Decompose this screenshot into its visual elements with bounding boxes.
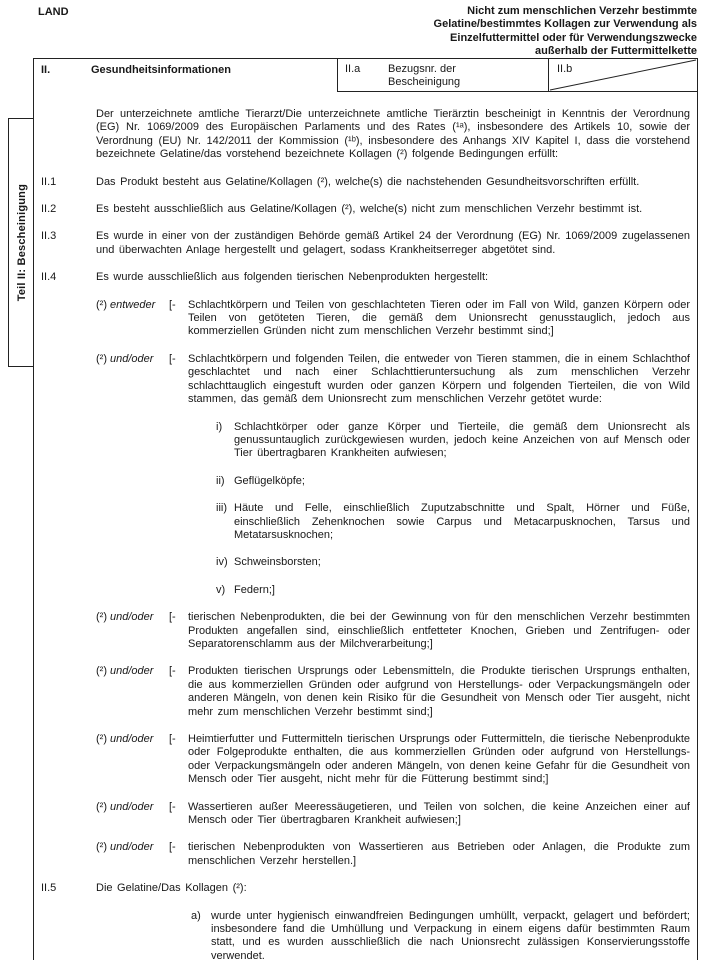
footnote-marker: (²) (96, 665, 107, 678)
subitem-ii (188, 475, 690, 488)
clause-keyword: und/oder (110, 800, 154, 813)
subitem-text: Geflügelköpfe; (234, 474, 305, 487)
subitem-text: Schweinsborsten; (234, 556, 321, 569)
intro-text: Der unterzeichnete amtliche Tierarzt/Die unterzeichnete amtliche Tierärztin bescheinigt in Kenntnis der Verordnung (EG) Nr. 1069/2009 des Europäischen Parlaments und des Rates (¹ᵃ), insbesondere des Artikels 10, sowie der Verordnung (EU) Nr. 142/2011 der Kommission (¹ᵇ), insbesondere des Anhangs XIV Kapitel I, dass die vorstehend bezeichnete Gelatine/das vorstehend bezeichnete Kollagen (²) folgende Bedingungen erfüllt: (96, 108, 690, 161)
subitem-text: Federn;] (234, 583, 275, 596)
item-number: II.5 (41, 882, 57, 895)
part-ii-label-text: Teil II: Bescheinigung (15, 183, 28, 302)
bracket-open: [- (169, 800, 176, 813)
bracket-open: [- (169, 733, 176, 745)
clause-undoder-2 (96, 611, 690, 651)
item-text: Das Produkt besteht aus Gelatine/Kollagen (²), welche(s) die nachstehenden Gesundheitsvorschriften erfüllt. (96, 175, 640, 188)
certificate-body (34, 92, 697, 960)
item-number: II.1 (41, 175, 57, 188)
clause-entweder (96, 299, 690, 339)
subitem-text: Häute und Felle, einschließlich Zuputzabschnitte und Spalt, Hörner und Füße, einschließlich Zehenknochen sowie Carpus und Metacarpusknochen, Tarsus und Metatarsusknochen; (234, 502, 690, 541)
subitem-i (188, 421, 690, 461)
info-header-row (34, 59, 697, 92)
clause-undoder-3 (96, 665, 690, 719)
ref-number: II.a (345, 63, 361, 75)
subitem-number: v) (216, 583, 226, 596)
footnote-marker: (²) (96, 800, 107, 813)
footnote-marker: (²) (96, 611, 107, 624)
clause-keyword: und/oder (110, 611, 154, 624)
document-title-line: außerhalb der Futtermittelkette (535, 45, 697, 58)
clause-keyword: und/oder (110, 841, 154, 854)
clause-keyword: und/oder (110, 665, 154, 678)
clause-label (96, 665, 169, 719)
document-title-line: Einzelfuttermittel oder für Verwendungszwecke (450, 31, 697, 44)
clause-keyword: und/oder (110, 352, 154, 365)
subitem-number: ii) (216, 474, 225, 487)
subclause-a (191, 910, 690, 960)
item-number: II.3 (41, 230, 57, 243)
item-text: Es wurde in einer von der zuständigen Behörde gemäß Artikel 24 der Verordnung (EG) Nr. 1069/2009 zugelassenen und überwachten Anlage hergestellt und gelagert, sodass Krankheitserreger abgetötet sind. (96, 230, 690, 256)
subitem-v (188, 584, 690, 597)
document-title-line: Gelatine/bestimmtes Kollagen zur Verwendung als (433, 18, 697, 31)
clause-undoder-4 (96, 733, 690, 787)
item-text: Es besteht ausschließlich aus Gelatine/Kollagen (²), welche(s) nicht zum menschlichen Verzehr bestimmt ist. (96, 203, 643, 216)
certificate-table (33, 58, 698, 960)
health-information-cell (34, 59, 337, 92)
clause-keyword: entweder (110, 298, 156, 311)
item-ii1 (41, 176, 690, 189)
diagonal-strike-line (549, 59, 697, 91)
clause-label (96, 611, 169, 651)
subclause-letter: a) (191, 909, 201, 922)
item-ii2 (41, 203, 690, 216)
clause-undoder-6 (96, 841, 690, 868)
footnote-marker: (²) (96, 841, 107, 854)
intro-paragraph (41, 108, 690, 162)
subitem-number: iii) (216, 502, 227, 515)
clause-undoder-5 (96, 801, 690, 828)
footnote-marker: (²) (96, 352, 107, 365)
item-ii3 (41, 230, 690, 257)
part-ii-sidebar-label (8, 118, 35, 367)
clause-text: tierischen Nebenprodukten von Wassertieren aus Betrieben oder Anlagen, die Produkte zum menschlichen Verzehr herstellen.] (188, 841, 690, 867)
local-reference-cell (548, 59, 697, 92)
clause-text: tierischen Nebenprodukten, die bei der Gewinnung von für den menschlichen Verzehr bestimmten Produkten angefallen sind, einschließlich entfetteter Knochen, Grieben und Zentrifugen- oder Separatorenschlamm aus der Milchverarbeitung;] (188, 611, 690, 650)
clause-undoder-1 (96, 353, 690, 597)
document-title (267, 5, 697, 59)
clause-text: Heimtierfutter und Futtermitteln tierischen Ursprungs oder Futtermitteln, die tierische Nebenprodukte oder Folgeprodukte enthalten, die aus kommerziellen Gründen oder aufgrund von Herstellungs- oder Verpackungsmängeln oder anderen Mängeln, von denen keine Gefahr für die Gesundheit von Mensch oder Tier ausgeht, nicht mehr für die Fütterung bestimmt sind;] (188, 733, 690, 786)
bracket-open: [- (169, 841, 176, 854)
bracket-open: [- (169, 611, 176, 624)
subitem-iv (188, 556, 690, 569)
document-title-line: Nicht zum menschlichen Verzehr bestimmte (467, 5, 697, 17)
bracket-open: [- (169, 665, 176, 678)
subitem-number: i) (216, 420, 223, 433)
subitem-iii (188, 502, 690, 542)
subclause-text: wurde unter hygienisch einwandfreien Bedingungen umhüllt, verpackt, gelagert und befördert; insbesondere fand die Umhüllung und Verpackung in einem eigens dafür bestimmten Raum statt, und es wurden ausschließlich die nach Unionsrecht zulässigen Konservierungsstoffe verwendet. (211, 909, 690, 960)
item-ii4 (41, 271, 690, 284)
clause-label (96, 733, 169, 787)
local-ref-number: II.b (557, 63, 573, 75)
bracket-open: [- (169, 352, 176, 365)
clause-text: Schlachtkörpern und Teilen von geschlachteten Tieren oder im Fall von Wild, ganzen Körpern oder Teilen von getöteten Tieren, die gemäß dem Unionsrecht genusstauglich, jedoch aus kommerziellen Gründen nicht zum menschlichen Verzehr bestimmt sind;] (188, 298, 690, 338)
clause-text: Produkten tierischen Ursprungs oder Lebensmitteln, die Produkte tierischen Ursprungs enthalten, die aus kommerziellen Gründen oder aufgrund von Herstellungs- oder Verpackungsmängeln oder anderen Mängeln, von denen kein Risiko für die Gesundheit von Mensch oder Tier ausgeht, nicht mehr zum menschlichen Verzehr bestimmt sind;] (188, 665, 690, 718)
section-title: Gesundheitsinformationen (91, 64, 231, 76)
clause-label (96, 353, 169, 597)
clause-label (96, 841, 169, 868)
item-ii5 (41, 882, 690, 895)
footnote-marker: (²) (96, 298, 107, 311)
item-number: II.4 (41, 271, 57, 284)
subitem-number: iv) (216, 556, 228, 569)
clause-label (96, 299, 169, 339)
subitem-text: Schlachtkörper oder ganze Körper und Tierteile, die gemäß dem Unionsrecht als genussuntauglich zurückgewiesen wurden, jedoch keine Anzeichen von auf Mensch oder Tier übertragbaren Krankheiten aufwiesen; (234, 420, 690, 460)
certificate-reference-cell (337, 59, 548, 92)
item-number: II.2 (41, 203, 57, 216)
item-text: Es wurde ausschließlich aus folgenden tierischen Nebenprodukten hergestellt: (96, 271, 489, 284)
country-label: LAND (38, 6, 69, 18)
item-text: Die Gelatine/Das Kollagen (²): (96, 882, 247, 895)
clause-text: Schlachtkörpern und folgenden Teilen, die entweder von Tieren stammen, die in einem Schlachthof geschlachtet und nach einer Schlachttieruntersuchung als zum menschlichen Verzehr schlachttauglich eingestuft wurden oder ganzen Körpern und folgenden Tierteilen, die von Wild stammen, das gemäß dem Unionsrecht zum menschlichen Verzehr getötet wurde: (188, 352, 690, 406)
clause-keyword: und/oder (110, 733, 154, 745)
clause-label (96, 801, 169, 828)
footnote-marker: (²) (96, 733, 107, 745)
bracket-open: [- (169, 298, 176, 311)
clause-text: Wassertieren außer Meeressäugetieren, und Teilen von solchen, die keine Anzeichen einer auf Mensch oder Tier übertragbaren Krankheit aufwiesen;] (188, 800, 690, 827)
ref-label: Bezugsnr. der Bescheinigung (388, 63, 461, 88)
section-number: II. (41, 64, 51, 76)
